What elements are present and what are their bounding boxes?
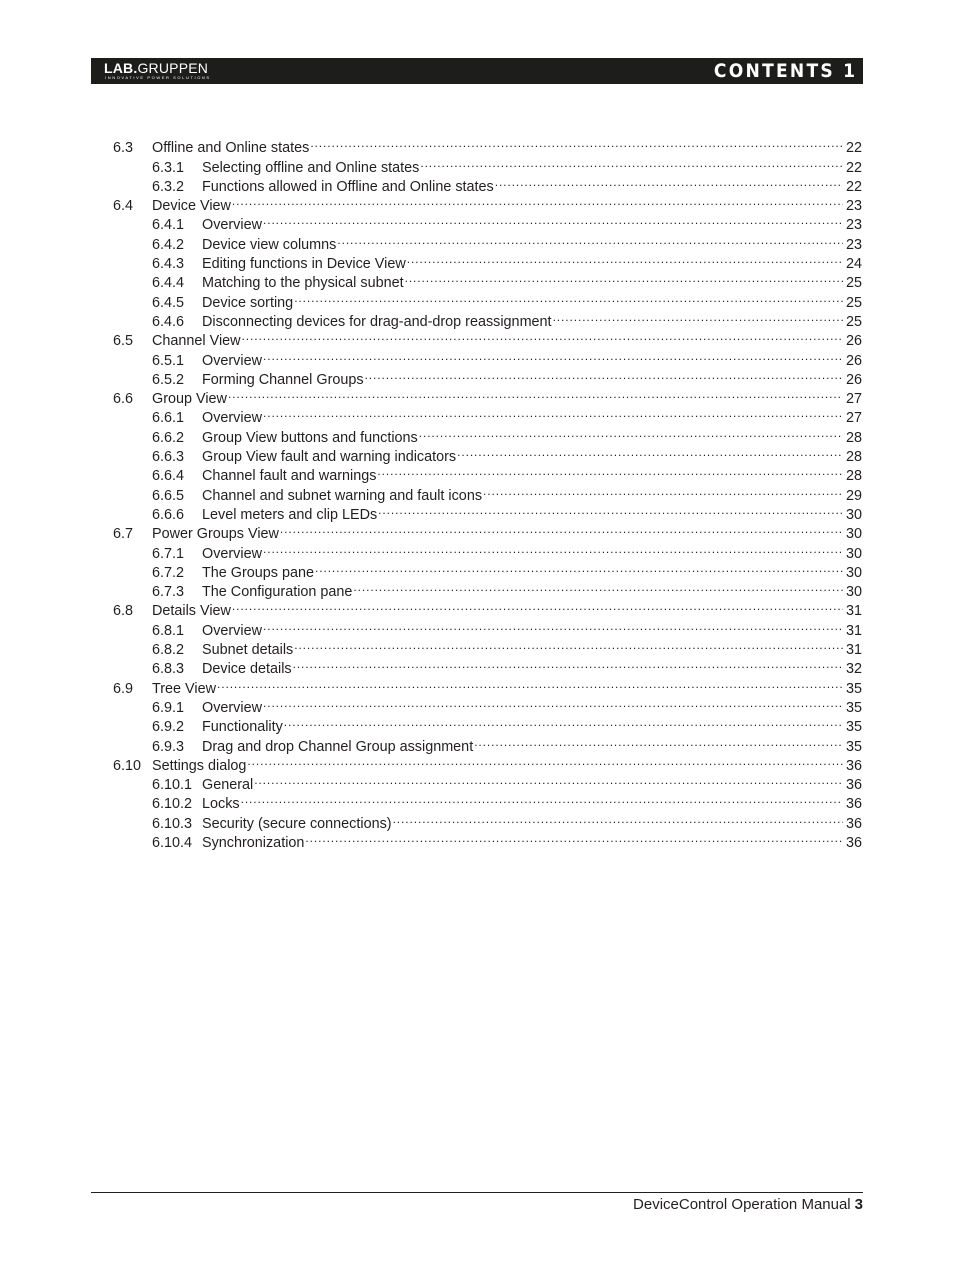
toc-entry-title: Device View xyxy=(152,198,231,215)
toc-entry-page: 29 xyxy=(845,487,862,504)
toc-entry-number: 6.9.2 xyxy=(152,719,185,736)
toc-entry-title: Group View xyxy=(152,391,227,408)
toc-dot-leader xyxy=(310,133,843,152)
toc-entry-title: Channel View xyxy=(152,333,241,350)
toc-entry-number: 6.8 xyxy=(113,603,134,620)
manual-title: DeviceControl Operation Manual xyxy=(633,1196,851,1213)
page-footer xyxy=(633,1196,863,1214)
toc-entry-number: 6.7.1 xyxy=(152,545,185,562)
toc-entry-title: Selecting offline and Online states xyxy=(202,159,420,176)
toc-entry-page: 35 xyxy=(845,738,862,755)
toc-entry-title: Matching to the physical subnet xyxy=(202,275,404,292)
toc-entry-page: 23 xyxy=(845,198,862,215)
toc-entry-page: 23 xyxy=(845,217,862,234)
logo-wordmark-lab: LAB. xyxy=(104,60,138,76)
toc-entry-title: Offline and Online states xyxy=(152,140,310,157)
toc-entry-number: 6.10.1 xyxy=(152,777,193,794)
toc-entry-number: 6.5 xyxy=(113,333,134,350)
toc-entry-page: 22 xyxy=(845,159,862,176)
logo-tagline: INNOVATIVE POWER SOLUTIONS xyxy=(105,75,211,80)
toc-entry-page: 36 xyxy=(845,777,862,794)
toc-entry-number: 6.8.1 xyxy=(152,622,185,639)
toc-entry-page: 25 xyxy=(845,313,862,330)
toc-dot-leader xyxy=(232,191,843,210)
toc-entry-number: 6.6.4 xyxy=(152,468,185,485)
toc-entry-number: 6.4.1 xyxy=(152,217,185,234)
toc-dot-leader xyxy=(263,403,843,422)
toc-entry-page: 26 xyxy=(845,371,862,388)
toc-dot-leader xyxy=(405,268,843,287)
toc-entry-title: Device details xyxy=(202,661,292,678)
toc-entry-page: 32 xyxy=(845,661,862,678)
toc-entry-title: Level meters and clip LEDs xyxy=(202,506,378,523)
toc-dot-leader xyxy=(263,538,843,557)
toc-entry-title: Synchronization xyxy=(202,834,305,851)
toc-entry-number: 6.6.1 xyxy=(152,410,185,427)
toc-entry-number: 6.4.2 xyxy=(152,236,185,253)
footer-rule xyxy=(91,1192,863,1193)
toc-dot-leader xyxy=(495,172,843,191)
lab-gruppen-logo xyxy=(104,61,254,81)
toc-dot-leader xyxy=(263,693,843,712)
toc-entry-number: 6.10.4 xyxy=(152,834,193,851)
toc-entry-number: 6.6.2 xyxy=(152,429,185,446)
toc-entry-number: 6.8.3 xyxy=(152,661,185,678)
toc-dot-leader xyxy=(365,365,843,384)
header-bar xyxy=(91,58,863,84)
toc-entry[interactable] xyxy=(113,693,862,716)
toc-entry-page: 36 xyxy=(845,757,862,774)
toc-entry-page: 31 xyxy=(845,603,862,620)
toc-entry-title: Overview xyxy=(202,699,262,716)
toc-entry-number: 6.6 xyxy=(113,391,134,408)
toc-dot-leader xyxy=(407,249,843,268)
toc-entry-page: 28 xyxy=(845,468,862,485)
toc-entry-page: 28 xyxy=(845,449,862,466)
toc-dot-leader xyxy=(294,287,843,306)
toc-entry-title: General xyxy=(202,777,254,794)
toc-entry-number: 6.5.1 xyxy=(152,352,185,369)
toc-entry-page: 31 xyxy=(845,622,862,639)
toc-dot-leader xyxy=(228,384,843,403)
toc-entry-page: 30 xyxy=(845,564,862,581)
toc-entry-title: Power Groups View xyxy=(152,526,279,543)
toc-entry-page: 25 xyxy=(845,294,862,311)
toc-entry-page: 31 xyxy=(845,642,862,659)
toc-entry-title: Disconnecting devices for drag-and-drop reassignment xyxy=(202,313,552,330)
toc-entry-page: 36 xyxy=(845,834,862,851)
toc-entry-number: 6.6.6 xyxy=(152,506,185,523)
toc-entry-title: Group View fault and warning indicators xyxy=(202,449,457,466)
toc-entry[interactable] xyxy=(113,133,862,157)
toc-entry-title: Device sorting xyxy=(202,294,294,311)
toc-entry-number: 6.3.2 xyxy=(152,178,185,195)
toc-dot-leader xyxy=(474,731,843,750)
toc-entry-title: Settings dialog xyxy=(152,757,247,774)
toc-entry-title: Overview xyxy=(202,545,262,562)
toc-dot-leader xyxy=(284,712,843,731)
toc-entry-page: 22 xyxy=(845,178,862,195)
toc-entry-page: 30 xyxy=(845,584,862,601)
toc-entry-number: 6.4 xyxy=(113,198,134,215)
toc-entry-title: Overview xyxy=(202,410,262,427)
toc-entry-title: Subnet details xyxy=(202,642,294,659)
toc-entry-number: 6.5.2 xyxy=(152,371,185,388)
toc-entry-number: 6.10.3 xyxy=(152,815,193,832)
toc-dot-leader xyxy=(457,442,843,461)
toc-entry-page: 22 xyxy=(845,140,862,157)
toc-entry-title: Locks xyxy=(202,796,240,813)
toc-entry-number: 6.7 xyxy=(113,526,134,543)
toc-entry[interactable] xyxy=(113,673,862,697)
toc-entry-number: 6.9.3 xyxy=(152,738,185,755)
toc-dot-leader xyxy=(263,345,843,364)
toc-entry-title: Functionality xyxy=(202,719,283,736)
logo-wordmark-gruppen: GRUPPEN xyxy=(137,60,209,76)
toc-entry-page: 27 xyxy=(845,391,862,408)
toc-entry-number: 6.10 xyxy=(113,757,142,774)
toc-entry-title: Drag and drop Channel Group assignment xyxy=(202,738,474,755)
toc-entry-number: 6.4.4 xyxy=(152,275,185,292)
toc-entry-page: 35 xyxy=(845,699,862,716)
toc-dot-leader xyxy=(553,307,843,326)
toc-entry-page: 30 xyxy=(845,506,862,523)
toc-entry-number: 6.6.3 xyxy=(152,449,185,466)
toc-dot-leader xyxy=(280,519,843,538)
toc-entry-title: Channel and subnet warning and fault icons xyxy=(202,487,483,504)
page-number: 3 xyxy=(854,1196,863,1213)
section-title: CONTENTS 1 xyxy=(713,60,857,82)
toc-entry-number: 6.7.3 xyxy=(152,584,185,601)
toc-entry-title: Functions allowed in Offline and Online states xyxy=(202,178,494,195)
toc-entry-title: Security (secure connections) xyxy=(202,815,392,832)
toc-dot-leader xyxy=(232,596,843,615)
toc-entry-title: Tree View xyxy=(152,680,216,697)
toc-entry-title: Editing functions in Device View xyxy=(202,256,406,273)
toc-dot-leader xyxy=(305,828,843,847)
toc-dot-leader xyxy=(294,635,843,654)
toc-entry-title: The Configuration pane xyxy=(202,584,353,601)
toc-dot-leader xyxy=(254,770,843,789)
toc-entry-number: 6.10.2 xyxy=(152,796,193,813)
toc-entry-number: 6.9 xyxy=(113,680,134,697)
toc-entry-number: 6.4.3 xyxy=(152,256,185,273)
toc-dot-leader xyxy=(315,558,843,577)
toc-entry-page: 27 xyxy=(845,410,862,427)
toc-dot-leader xyxy=(217,673,843,692)
toc-entry-page: 25 xyxy=(845,275,862,292)
toc-entry-page: 30 xyxy=(845,545,862,562)
toc-dot-leader xyxy=(242,326,843,345)
toc-entry-number: 6.3.1 xyxy=(152,159,185,176)
toc-entry-page: 28 xyxy=(845,429,862,446)
toc-dot-leader xyxy=(337,229,843,248)
toc-entry-number: 6.4.5 xyxy=(152,294,185,311)
toc-entry-page: 30 xyxy=(845,526,862,543)
toc-entry-title: Overview xyxy=(202,217,262,234)
table-of-contents xyxy=(113,133,862,851)
toc-entry-number: 6.3 xyxy=(113,140,134,157)
toc-dot-leader xyxy=(483,480,843,499)
toc-entry-page: 35 xyxy=(845,680,862,697)
toc-entry-title: Device view columns xyxy=(202,236,337,253)
toc-dot-leader xyxy=(241,789,843,808)
toc-entry-page: 26 xyxy=(845,352,862,369)
toc-entry-title: Channel fault and warnings xyxy=(202,468,377,485)
toc-dot-leader xyxy=(353,577,843,596)
toc-entry-page: 26 xyxy=(845,333,862,350)
toc-entry-number: 6.4.6 xyxy=(152,313,185,330)
toc-entry-title: The Groups pane xyxy=(202,564,314,581)
toc-entry-page: 35 xyxy=(845,719,862,736)
toc-entry-number: 6.7.2 xyxy=(152,564,185,581)
toc-dot-leader xyxy=(419,422,843,441)
toc-entry-page: 36 xyxy=(845,815,862,832)
toc-dot-leader xyxy=(247,751,843,770)
toc-entry-number: 6.6.5 xyxy=(152,487,185,504)
toc-entry-title: Forming Channel Groups xyxy=(202,371,364,388)
toc-entry-title: Overview xyxy=(202,622,262,639)
toc-dot-leader xyxy=(263,210,843,229)
toc-entry-title: Group View buttons and functions xyxy=(202,429,418,446)
toc-entry-page: 24 xyxy=(845,256,862,273)
toc-entry-number: 6.8.2 xyxy=(152,642,185,659)
toc-dot-leader xyxy=(377,461,843,480)
toc-dot-leader xyxy=(393,808,843,827)
toc-dot-leader xyxy=(378,500,843,519)
toc-entry-title: Details View xyxy=(152,603,231,620)
toc-entry-page: 23 xyxy=(845,236,862,253)
toc-entry-number: 6.9.1 xyxy=(152,699,185,716)
toc-entry-title: Overview xyxy=(202,352,262,369)
toc-dot-leader xyxy=(263,615,843,634)
logo-wordmark xyxy=(104,61,208,75)
toc-dot-leader xyxy=(420,152,843,171)
toc-entry-page: 36 xyxy=(845,796,862,813)
toc-dot-leader xyxy=(293,654,843,673)
